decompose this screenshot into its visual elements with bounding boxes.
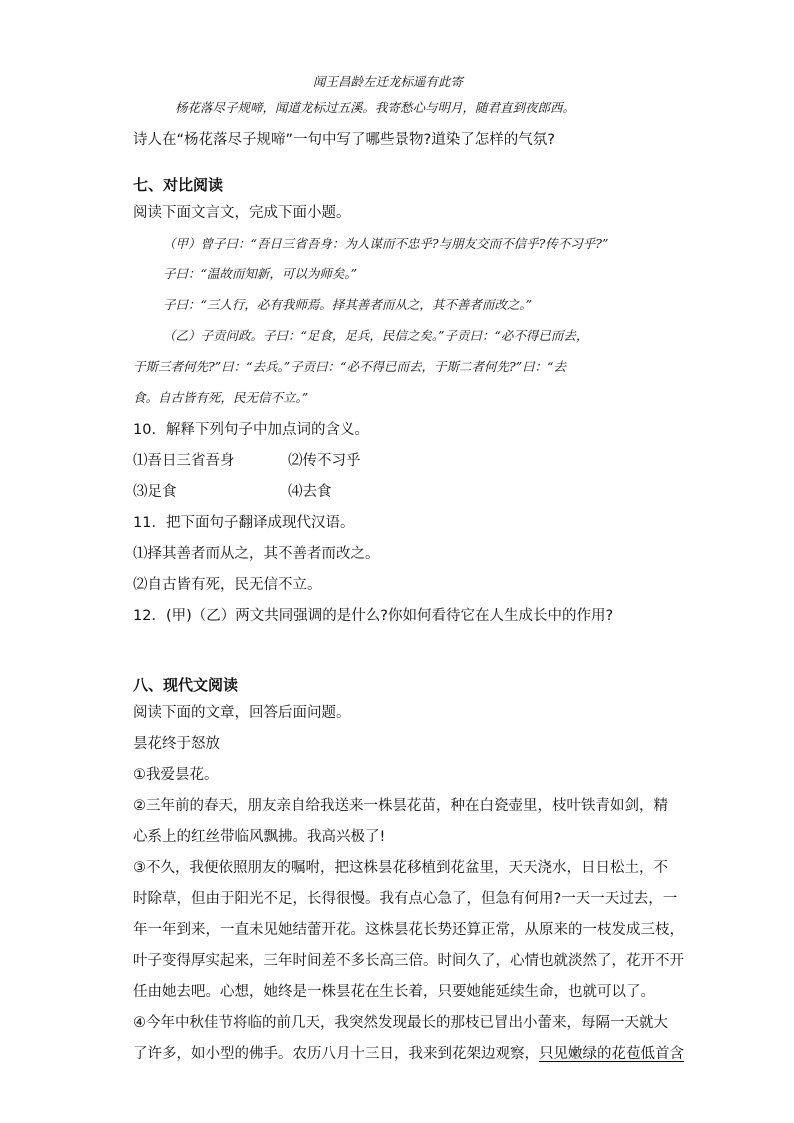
paragraph-3-line-2: 时除草，但由于阳光不足，长得很慢。我有点心急了，但急有何用?一天一天过去，一 bbox=[133, 891, 678, 907]
question-10: 10．解释下列句子中加点词的含义。 bbox=[133, 422, 369, 438]
paragraph-2-line-2: 心系上的红丝带临风飘拂。我高兴极了! bbox=[133, 829, 386, 845]
paragraph-4-line-2-text: 了许多，如小型的佛手。农历八月十三日，我来到花架边观察， bbox=[133, 1046, 539, 1062]
question-10-item-4: ⑷去食 bbox=[288, 484, 332, 500]
question-11-item-2: ⑵自古皆有死，民无信不立。 bbox=[133, 577, 322, 593]
passage-yi-line-1: （乙）子贡问政。子曰：“足食，足兵，民信之矣。”子贡曰：“必不得已而去， bbox=[163, 328, 589, 343]
paragraph-4-line-2 bbox=[133, 1044, 684, 1064]
paragraph-3-line-3: 年一年到来，一直未见她结蕾开花。这株昙花长势还算正常，从原来的一枝发成三枝， bbox=[133, 922, 684, 938]
section-8-heading: 八、现代文阅读 bbox=[133, 676, 239, 694]
paragraph-1: ①我爱昙花。 bbox=[133, 767, 219, 783]
question-11: 11．把下面句子翻译成现代汉语。 bbox=[133, 515, 355, 531]
passage-jia-line-2: 子曰：“温故而知新，可以为师矣。” bbox=[163, 266, 358, 281]
passage-jia-line-1: （甲）曾子曰：“吾日三省吾身：为人谋而不忠乎?与朋友交而不信乎?传不习乎?” bbox=[163, 236, 609, 251]
passage-yi-line-2: 于斯三者何先?”曰：“去兵。”子贡曰：“必不得已而去，于斯二者何先?”曰：“去 bbox=[133, 359, 566, 374]
question-10-item-2: ⑵传不习乎 bbox=[288, 453, 361, 469]
section-7-intro: 阅读下面文言文，完成下面小题。 bbox=[133, 205, 351, 221]
article-title: 昙花终于怒放 bbox=[133, 736, 220, 752]
poem-title: 闻王昌龄左迁龙标遥有此寄 bbox=[313, 74, 464, 89]
paragraph-3-line-5: 任由她去吧。心想，她终是一株昙花在生长着，只要她能延续生命，也就可以了。 bbox=[133, 984, 655, 1000]
passage-yi-line-3: 食。自古皆有死，民无信不立。” bbox=[133, 390, 309, 405]
section-8-intro: 阅读下面的文章，回答后面问题。 bbox=[133, 705, 351, 721]
paragraph-3-line-4: 叶子变得厚实起来，三年时间差不多长高三倍。时间久了，心情也就淡然了，花开不开 bbox=[133, 953, 684, 969]
poem-verse: 杨花落尽子规啼，闻道龙标过五溪。我寄愁心与明月，随君直到夜郎西。 bbox=[175, 100, 576, 115]
question-10-item-3: ⑶足食 bbox=[133, 484, 177, 500]
question-10-item-1: ⑴吾日三省吾身 bbox=[133, 453, 235, 469]
paragraph-4-line-1: ④今年中秋佳节将临的前几天，我突然发现最长的那枝已冒出小蕾来，每隔一天就大 bbox=[133, 1015, 668, 1031]
paragraph-3-line-1: ③不久，我便依照朋友的嘱咐，把这株昙花移植到花盆里，天天浇水，日日松土，不 bbox=[133, 860, 668, 876]
underlined-sentence: 只见嫩绿的花苞低首含 bbox=[539, 1046, 684, 1062]
paragraph-2-line-1: ②三年前的春天，朋友亲自给我送来一株昙花苗，种在白瓷壶里，枝叶铁青如剑，精 bbox=[133, 798, 668, 814]
poem-question: 诗人在“杨花落尽子规啼”一句中写了哪些景物?道染了怎样的气氛? bbox=[133, 132, 555, 148]
passage-jia-line-3: 子曰：“三人行，必有我师焉。择其善者而从之，其不善者而改之。” bbox=[163, 297, 533, 312]
section-7-heading: 七、对比阅读 bbox=[133, 176, 224, 194]
question-11-item-1: ⑴择其善者而从之，其不善者而改之。 bbox=[133, 546, 380, 562]
question-12: 12．(甲)（乙）两文共同强调的是什么?你如何看待它在人生成长中的作用? bbox=[133, 608, 614, 624]
